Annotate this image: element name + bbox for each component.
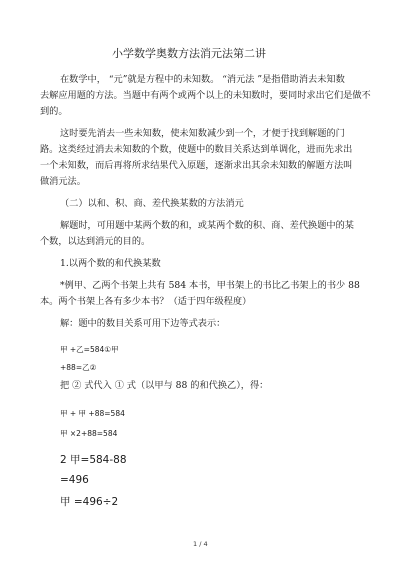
substitution-text: 把 ② 式代入 ① 式（以甲与 88 的和代换乙），得： — [60, 380, 269, 391]
equation-4: 甲 ×2+88=584 — [60, 429, 118, 438]
solution-intro: 解：题中的数目关系可用下边等式表示： — [60, 318, 226, 329]
para3-line-1: 解题时，可用题中某两个数的和，或某两个数的积、商、差代换题中的某 — [60, 220, 354, 231]
para2-line-2: 路。这类经过消去未知数的个数，使题中的数目关系达到单调化，进而先求出 — [40, 144, 353, 155]
intro-line-1: 在数学中， “元”就是方程中的未知数。 “消元法 ”是指借助消去未知数 — [60, 74, 345, 85]
equation-3: 甲 + 甲 +88=584 — [60, 409, 125, 418]
equation-2: +88=乙② — [60, 363, 97, 372]
equation-1: 甲 +乙=584①甲 — [60, 345, 119, 354]
problem-line-2: 本。两个书架上各有多少本书？（适于四年级程度） — [40, 296, 252, 307]
para2-line-3: 一个未知数，而后再将所求结果代入原题，逐渐求出其余未知数的解题方法叫 — [40, 160, 353, 171]
equation-5: 2 甲=584-88 — [60, 454, 127, 466]
sub-heading: 1.以两个数的和代换某数 — [60, 258, 161, 269]
problem-line-1: *例甲、乙两个书架上共有 584 本书，甲书架上的书比乙书架上的书少 88 — [60, 280, 360, 291]
intro-line-2: 去解应用题的方法。当题中有两个或两个以上的未知数时，要同时求出它们是做不 — [40, 90, 371, 101]
page-title: 小学数学奥数方法消元法第二讲 — [112, 47, 266, 60]
intro-line-3: 到的。 — [40, 106, 68, 117]
equation-7: 甲 =496÷2 — [60, 496, 119, 508]
page-number: 1 / 4 — [193, 540, 208, 548]
para2-line-4: 做消元法。 — [40, 176, 86, 187]
equation-6: =496 — [60, 474, 89, 486]
para2-line-1: 这时要先消去一些未知数，使未知数减少到一个，才便于找到解题的门 — [60, 128, 345, 139]
para3-line-2: 个数，以达到消元的目的。 — [40, 236, 151, 247]
section-heading: （二）以和、积、商、差代换某数的方法消元 — [60, 198, 244, 209]
